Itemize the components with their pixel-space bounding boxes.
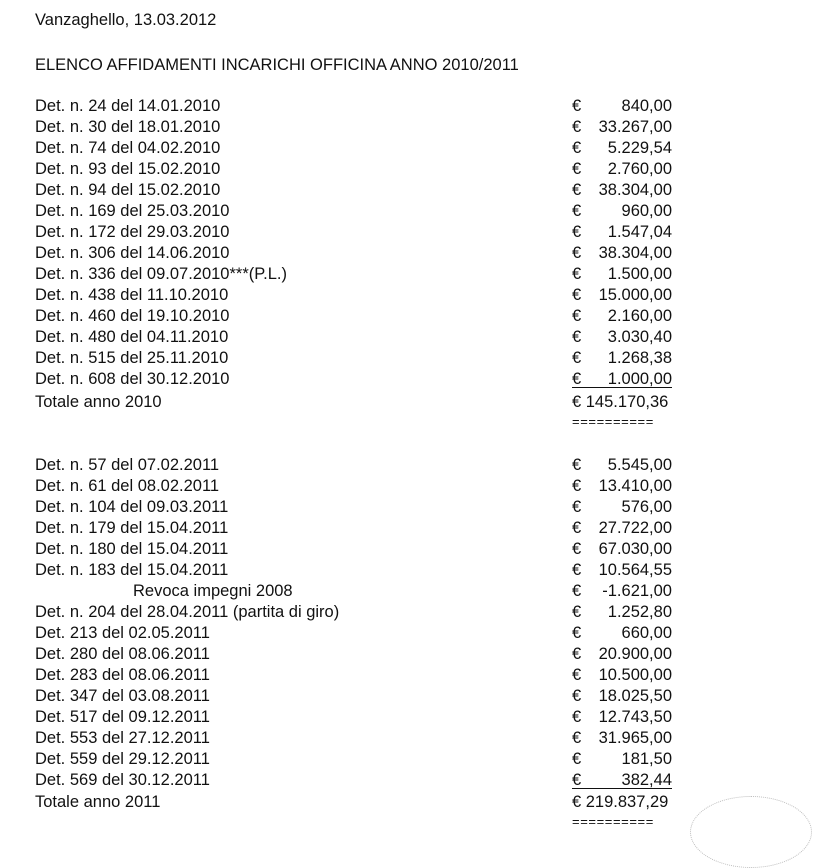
row-2011-label: Det. 559 del 29.12.2011 <box>35 750 210 768</box>
row-2010-label: Det. n. 438 del 11.10.2010 <box>35 286 229 304</box>
row-2010-label: Det. n. 608 del 30.12.2010 <box>35 370 230 388</box>
row-2011-label: Det. n. 179 del 15.04.2011 <box>35 519 229 537</box>
row-2010-label: Det. n. 24 del 14.01.2010 <box>35 97 221 115</box>
row-2010-label: Det. n. 306 del 14.06.2010 <box>35 244 230 262</box>
row-2010-label: Det. n. 480 del 04.11.2010 <box>35 328 229 346</box>
row-2011-label: Det. 213 del 02.05.2011 <box>35 624 210 642</box>
row-2011-label: Det. 517 del 09.12.2011 <box>35 708 210 726</box>
row-2010-label: Det. n. 93 del 15.02.2010 <box>35 160 221 178</box>
total-2010-separator: ========== <box>572 414 654 429</box>
row-2010-label: Det. n. 460 del 19.10.2010 <box>35 307 230 325</box>
row-2011-label-indented: Revoca impegni 2008 <box>133 582 293 600</box>
total-2011-amount: € 219.837,29 <box>572 793 669 811</box>
row-2010-label: Det. n. 336 del 09.07.2010***(P.L.) <box>35 265 287 283</box>
total-2010-amount: € 145.170,36 <box>572 393 669 411</box>
currency-symbol: € <box>572 97 582 115</box>
total-2011-label: Totale anno 2011 <box>35 793 161 811</box>
row-2010-label: Det. n. 74 del 04.02.2010 <box>35 139 221 157</box>
total-2010-label: Totale anno 2010 <box>35 393 162 411</box>
row-2011-label: Det. 280 del 08.06.2011 <box>35 645 210 663</box>
row-2010-label: Det. n. 30 del 18.01.2010 <box>35 118 221 136</box>
total-2011-separator: ========== <box>572 814 654 829</box>
row-2011-label: Det. 553 del 27.12.2011 <box>35 729 210 747</box>
row-2011-label: Det. 569 del 30.12.2011 <box>35 771 210 789</box>
row-2011-amount-underlined: € 382,44 <box>572 771 672 789</box>
row-2011-label: Det. 283 del 08.06.2011 <box>35 666 210 684</box>
row-2011-label: Det. n. 183 del 15.04.2011 <box>35 561 229 579</box>
row-2010-label: Det. n. 94 del 15.02.2010 <box>35 181 221 199</box>
row-2010-amount-underlined: € 1.000,00 <box>572 370 672 388</box>
row-2011-label: Det. n. 61 del 08.02.2011 <box>35 477 220 495</box>
row-2011-label: Det. n. 104 del 09.03.2011 <box>35 498 229 516</box>
row-2011-label: Det. 347 del 03.08.2011 <box>35 687 210 705</box>
row-2011-label: Det. n. 204 del 28.04.2011 (partita di giro) <box>35 603 340 621</box>
row-2011-label: Det. n. 180 del 15.04.2011 <box>35 540 229 558</box>
row-2011-label: Det. n. 57 del 07.02.2011 <box>35 456 220 474</box>
place-date: Vanzaghello, 13.03.2012 <box>35 11 217 29</box>
document-title: ELENCO AFFIDAMENTI INCARICHI OFFICINA ANNO 2010/2011 <box>35 56 519 74</box>
row-2010-label: Det. n. 172 del 29.03.2010 <box>35 223 230 241</box>
official-stamp-icon <box>690 796 812 868</box>
row-2010-label: Det. n. 169 del 25.03.2010 <box>35 202 230 220</box>
document-page: Vanzaghello, 13.03.2012 ELENCO AFFIDAMENTI INCARICHI OFFICINA ANNO 2010/2011 Det. n. 24 del 14.01.2010 € 840,00 Det. n. 30 del 18.01.2010 € 33.267,00 Det. n. 74 del 04.02.2010 € 5.229,54 Det. n. 93 del 15.02.2010 € 2.760,00 Det. n. 94 del 15.02.2010 € 38.304,00 Det. n. 169 del 25.03.2010 € 960,00 Det. n. 172 del 29.03.2010 € 1.547,04 Det. n. 306 del 14.06.2010 € 38.304,00 Det. n. 336 del 09.07.2010***(P.L.) € 1.500,00 Det. n. 438 del 11.10.2010 € 15.000,00 Det. n. 460 del 19.10.2010 € 2.160,00 Det. n. 480 del 04.11.2010 € 3.030,40 Det. n. 515 del 25.11.2010 € 1.268,38 Det. n. 608 del 30.12.2010 € 1.000,00 Totale anno 2010 € 145.170,36 ========== Det. n. 57 del 07.02.2011 € 5.545,00 Det. n. 61 del 08.02.2011 € 13.410,00 Det. n. 104 del 09.03.2011 € 576,00 Det. n. 179 del 15.04.2011 € 27.722,00 Det. n. 180 del 15.04.2011 € 67.030,00 Det. n. 183 del 15.04.2011 € 10.564,55 Revoca impegni 2008 € -1.621,00 Det. n. 204 del 28.04.2011 (partita di giro) € 1.252,80 Det. 213 del 02.05.2011 € 660,00 Det. 280 del 08.06.2011 € 20.900,00 Det. 283 del 08.06.2011 € 10.500,00 Det. 347 del 03.08.2011 € 18.025,50 Det. 517 del 09.12.2011 € 12.743,50 Det. 553 del 27.12.2011 € 31.965,00 Det. 559 del 29.12.2011 € 181,50 Det. 569 del 30.12.2011 € 382,44 Totale anno 2011 € 219.837,29 ========== <box>0 0 824 831</box>
row-2010-label: Det. n. 515 del 25.11.2010 <box>35 349 229 367</box>
